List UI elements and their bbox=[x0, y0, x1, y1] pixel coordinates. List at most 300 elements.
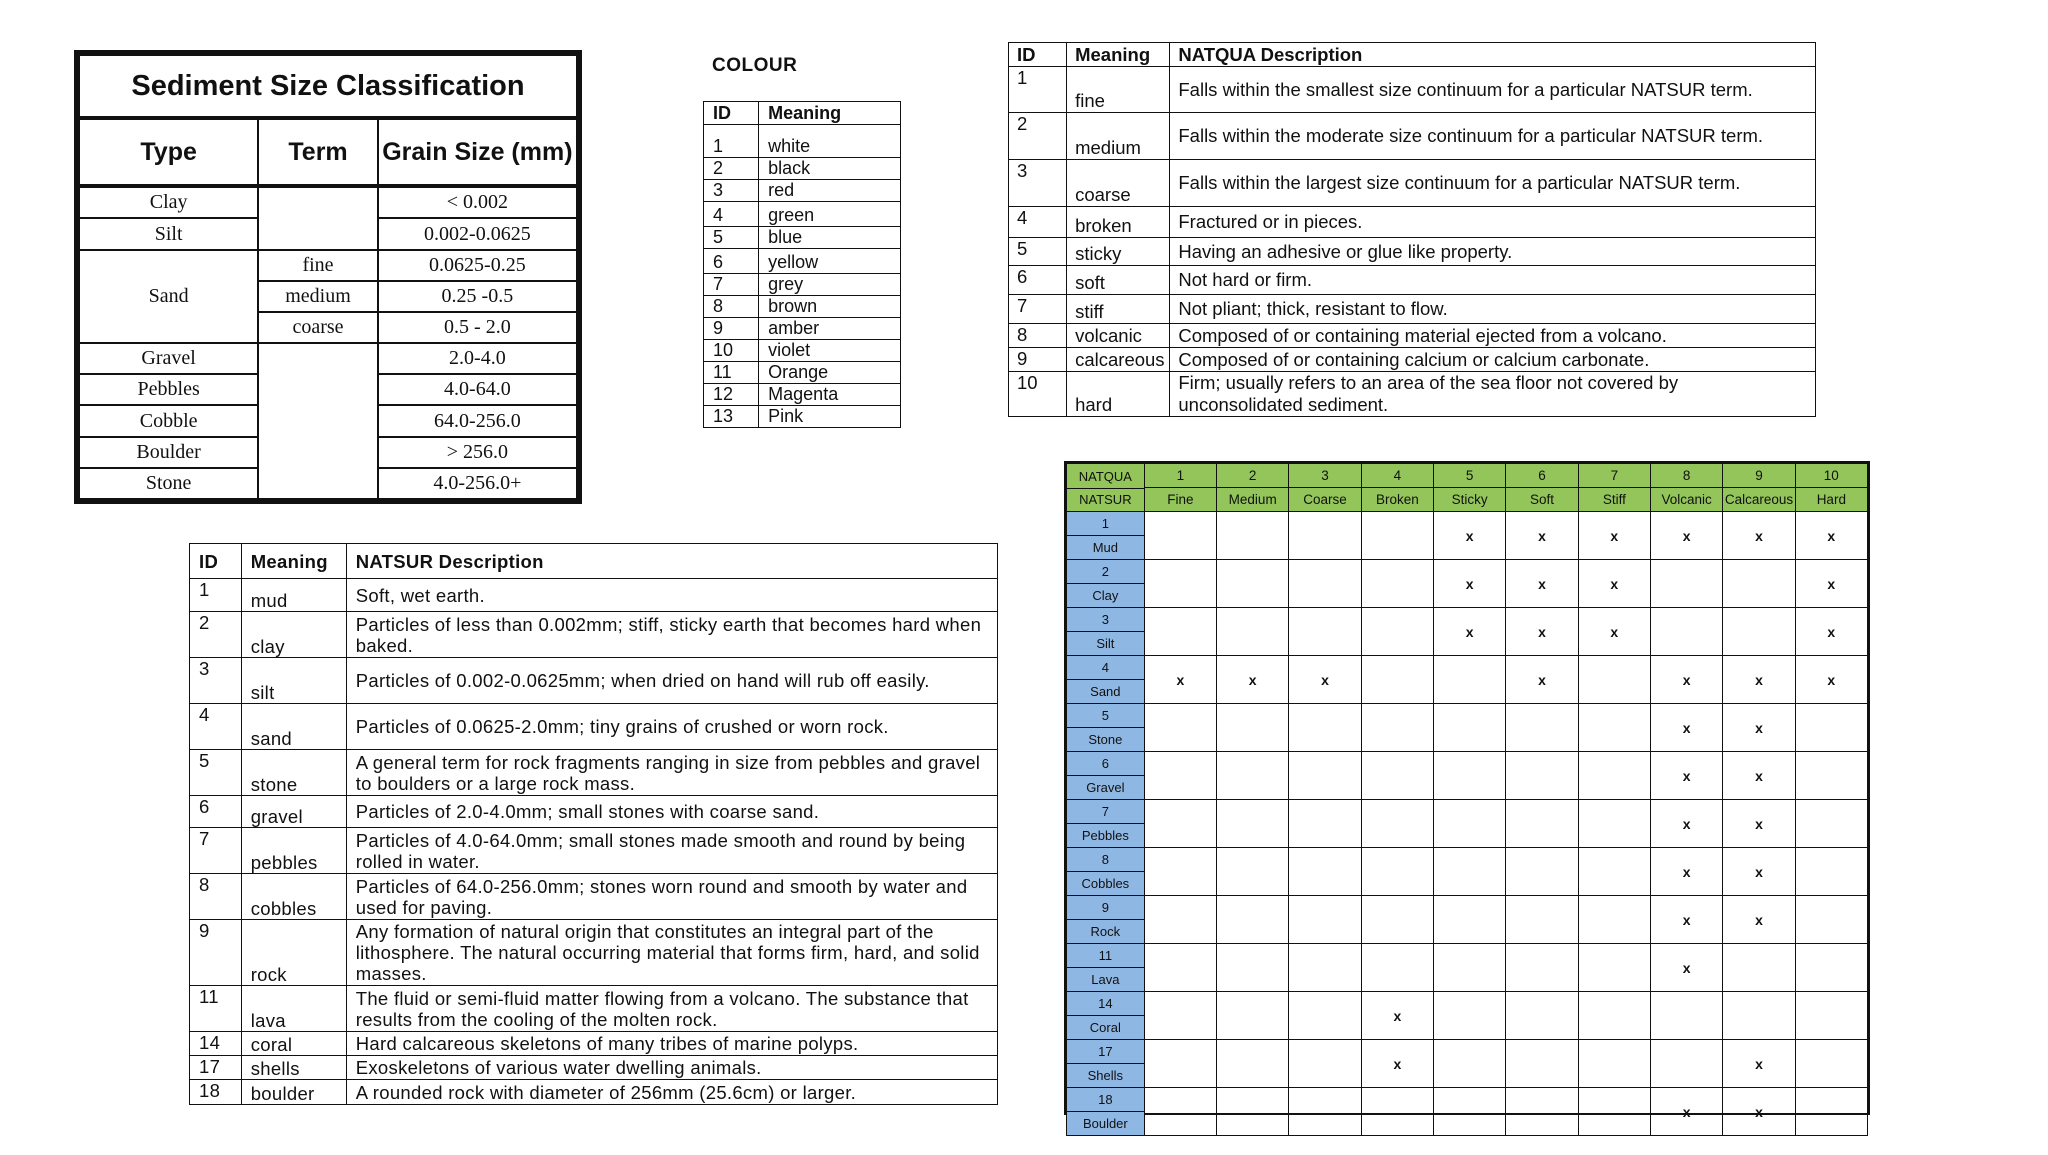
natsur-row-label: Mud bbox=[1067, 535, 1144, 559]
natsur-row-id: 2 bbox=[1101, 564, 1109, 579]
matrix-empty-cell bbox=[1217, 752, 1289, 800]
matrix-mark-cell: x bbox=[1506, 512, 1578, 560]
matrix-empty-cell bbox=[1506, 896, 1578, 944]
matrix-mark-cell: x bbox=[1217, 656, 1289, 704]
natqua-col-label: Sticky bbox=[1434, 487, 1505, 511]
natsur-description-cell: Particles of 0.002-0.0625mm; when dried on hand will rub off easily. bbox=[346, 658, 997, 704]
matrix-mark-cell: x bbox=[1578, 608, 1650, 656]
size-cell: 0.0625-0.25 bbox=[378, 250, 577, 281]
matrix-mark-cell: x bbox=[1650, 848, 1722, 896]
natsur-description-cell: Hard calcareous skeletons of many tribes of marine polyps. bbox=[346, 1032, 997, 1056]
matrix-mark-cell: x bbox=[1723, 656, 1795, 704]
natsur-meaning-cell: coral bbox=[241, 1032, 346, 1056]
natsur-row-header bbox=[1067, 848, 1145, 896]
matrix-mark-cell: x bbox=[1723, 896, 1795, 944]
table-row bbox=[1009, 67, 1816, 113]
matrix-mark-cell: x bbox=[1650, 704, 1722, 752]
sediment-size-table bbox=[74, 50, 582, 504]
matrix-col-header bbox=[1217, 464, 1289, 512]
table-row bbox=[190, 1032, 998, 1056]
table-row bbox=[704, 406, 901, 428]
matrix-empty-cell bbox=[1650, 608, 1722, 656]
matrix-row bbox=[1067, 608, 1868, 656]
natsur-natqua-matrix bbox=[1064, 461, 1870, 1131]
table-row bbox=[704, 249, 901, 274]
colour-id-cell: 5 bbox=[704, 227, 759, 249]
natqua-col-id: 1 bbox=[1176, 468, 1185, 483]
matrix-empty-cell bbox=[1144, 992, 1216, 1040]
matrix-empty-cell bbox=[1361, 896, 1433, 944]
natqua-meaning-cell: volcanic bbox=[1067, 324, 1170, 348]
matrix-mark-cell: x bbox=[1723, 512, 1795, 560]
natsur-row-label: Pebbles bbox=[1067, 823, 1144, 847]
table-row bbox=[190, 796, 998, 828]
natsur-meaning-cell: shells bbox=[241, 1056, 346, 1080]
matrix-mark-cell: x bbox=[1723, 800, 1795, 848]
table-row bbox=[190, 1056, 998, 1080]
matrix-empty-cell bbox=[1578, 656, 1650, 704]
natqua-description-cell: Falls within the smallest size continuum for a particular NATSUR term. bbox=[1170, 67, 1816, 113]
size-cell: 2.0-4.0 bbox=[378, 343, 577, 374]
matrix-empty-cell bbox=[1723, 608, 1795, 656]
natsur-row-id: 4 bbox=[1101, 660, 1109, 675]
term-cell: coarse bbox=[258, 312, 378, 343]
table-row bbox=[1009, 324, 1816, 348]
natqua-id-cell: 2 bbox=[1009, 113, 1067, 160]
term-cell: fine bbox=[258, 250, 378, 281]
matrix-empty-cell bbox=[1578, 992, 1650, 1040]
matrix-mark-cell: x bbox=[1361, 1040, 1433, 1088]
matrix-empty-cell bbox=[1217, 944, 1289, 992]
natsur-row-header bbox=[1067, 512, 1145, 560]
matrix-row bbox=[1067, 704, 1868, 752]
natsur-meaning-cell: boulder bbox=[241, 1080, 346, 1105]
matrix-empty-cell bbox=[1289, 896, 1361, 944]
matrix-empty-cell bbox=[1795, 992, 1867, 1040]
natsur-row-id: 8 bbox=[1101, 852, 1109, 867]
colour-meaning-cell: white bbox=[759, 125, 901, 158]
matrix-empty-cell bbox=[1144, 800, 1216, 848]
size-cell: 4.0-64.0 bbox=[378, 374, 577, 405]
natsur-table bbox=[189, 543, 998, 1105]
matrix-col-header bbox=[1578, 464, 1650, 512]
natqua-meaning-cell: sticky bbox=[1067, 238, 1170, 266]
table-row bbox=[190, 874, 998, 920]
term-cell bbox=[258, 343, 378, 499]
colour-meaning-cell: amber bbox=[759, 318, 901, 340]
matrix-empty-cell bbox=[1795, 752, 1867, 800]
sediment-table-title: Sediment Size Classification bbox=[79, 55, 577, 118]
natsur-row-id: 9 bbox=[1101, 900, 1109, 915]
term-cell: medium bbox=[258, 281, 378, 312]
matrix-empty-cell bbox=[1144, 752, 1216, 800]
table-row bbox=[1009, 348, 1816, 372]
matrix-mark-cell: x bbox=[1650, 656, 1722, 704]
table-row bbox=[1009, 372, 1816, 417]
table-row bbox=[190, 579, 998, 612]
matrix-mark-cell: x bbox=[1650, 944, 1722, 992]
matrix-empty-cell bbox=[1578, 752, 1650, 800]
colour-meaning-cell: brown bbox=[759, 296, 901, 318]
matrix-empty-cell bbox=[1506, 944, 1578, 992]
matrix-empty-cell bbox=[1217, 848, 1289, 896]
matrix-empty-cell bbox=[1289, 848, 1361, 896]
type-cell: Clay bbox=[79, 186, 258, 218]
size-cell: 64.0-256.0 bbox=[378, 405, 577, 436]
matrix-empty-cell bbox=[1650, 1040, 1722, 1088]
natsur-row-id: 14 bbox=[1098, 996, 1113, 1011]
natqua-col-id: 5 bbox=[1465, 468, 1474, 483]
natsur-id-cell: 5 bbox=[190, 750, 242, 796]
colour-id-cell: 7 bbox=[704, 274, 759, 296]
matrix-empty-cell bbox=[1144, 896, 1216, 944]
matrix-empty-cell bbox=[1144, 1040, 1216, 1088]
header-id: ID bbox=[190, 544, 242, 579]
natqua-id-cell: 8 bbox=[1009, 324, 1067, 348]
matrix-mark-cell: x bbox=[1723, 752, 1795, 800]
natsur-description-cell: Particles of less than 0.002mm; stiff, sticky earth that becomes hard when baked. bbox=[346, 612, 997, 658]
matrix-mark-cell: x bbox=[1434, 512, 1506, 560]
natqua-col-id: 4 bbox=[1393, 468, 1402, 483]
colour-meaning-cell: yellow bbox=[759, 249, 901, 274]
table-row bbox=[1009, 207, 1816, 238]
colour-meaning-cell: black bbox=[759, 158, 901, 180]
header-id: ID bbox=[1009, 43, 1067, 67]
matrix-mark-cell: x bbox=[1650, 752, 1722, 800]
natqua-description-cell: Composed of or containing material ejected from a volcano. bbox=[1170, 324, 1816, 348]
term-cell bbox=[258, 186, 378, 250]
matrix-empty-cell bbox=[1434, 848, 1506, 896]
table-row bbox=[704, 227, 901, 249]
header-term: Term bbox=[258, 118, 378, 186]
table-row bbox=[79, 343, 577, 374]
header-meaning: Meaning bbox=[759, 102, 901, 125]
natsur-id-cell: 18 bbox=[190, 1080, 242, 1105]
header-meaning: Meaning bbox=[241, 544, 346, 579]
matrix-empty-cell bbox=[1795, 1040, 1867, 1088]
matrix-empty-cell bbox=[1506, 992, 1578, 1040]
matrix-row bbox=[1067, 848, 1868, 896]
size-cell: 0.5 - 2.0 bbox=[378, 312, 577, 343]
matrix-row bbox=[1067, 560, 1868, 608]
natqua-meaning-cell: calcareous bbox=[1067, 348, 1170, 372]
natqua-meaning-cell: fine bbox=[1067, 67, 1170, 113]
table-row bbox=[704, 202, 901, 227]
table-row bbox=[190, 704, 998, 750]
matrix-mark-cell: x bbox=[1795, 656, 1867, 704]
matrix-empty-cell bbox=[1144, 848, 1216, 896]
matrix-col-header bbox=[1650, 464, 1722, 512]
natsur-id-cell: 7 bbox=[190, 828, 242, 874]
matrix-empty-cell bbox=[1361, 752, 1433, 800]
matrix-empty-cell bbox=[1289, 992, 1361, 1040]
natqua-meaning-cell: medium bbox=[1067, 113, 1170, 160]
colour-id-cell: 4 bbox=[704, 202, 759, 227]
header-description: NATQUA Description bbox=[1170, 43, 1816, 67]
matrix-mark-cell: x bbox=[1650, 512, 1722, 560]
natsur-row-header bbox=[1067, 1088, 1145, 1136]
colour-id-cell: 11 bbox=[704, 362, 759, 384]
natqua-description-cell: Fractured or in pieces. bbox=[1170, 207, 1816, 238]
natqua-description-cell: Not hard or firm. bbox=[1170, 266, 1816, 295]
natsur-id-cell: 3 bbox=[190, 658, 242, 704]
type-cell: Sand bbox=[79, 250, 258, 344]
size-cell: 0.002-0.0625 bbox=[378, 218, 577, 249]
natsur-row-header bbox=[1067, 560, 1145, 608]
natsur-meaning-cell: lava bbox=[241, 986, 346, 1032]
matrix-empty-cell bbox=[1217, 800, 1289, 848]
matrix-empty-cell bbox=[1361, 512, 1433, 560]
matrix-empty-cell bbox=[1217, 608, 1289, 656]
colour-meaning-cell: violet bbox=[759, 340, 901, 362]
table-row bbox=[704, 180, 901, 202]
matrix-mark-cell: x bbox=[1650, 1088, 1722, 1136]
matrix-empty-cell bbox=[1144, 1088, 1216, 1136]
matrix-empty-cell bbox=[1506, 848, 1578, 896]
matrix-empty-cell bbox=[1361, 704, 1433, 752]
matrix-empty-cell bbox=[1217, 560, 1289, 608]
natsur-description-cell: Soft, wet earth. bbox=[346, 579, 997, 612]
type-cell: Stone bbox=[79, 468, 258, 499]
matrix-mark-cell: x bbox=[1506, 656, 1578, 704]
natqua-id-cell: 1 bbox=[1009, 67, 1067, 113]
natsur-id-cell: 4 bbox=[190, 704, 242, 750]
natsur-row-label: Gravel bbox=[1067, 775, 1144, 799]
matrix-empty-cell bbox=[1434, 992, 1506, 1040]
matrix-mark-cell: x bbox=[1578, 512, 1650, 560]
table-row bbox=[190, 612, 998, 658]
size-cell: > 256.0 bbox=[378, 437, 577, 468]
natsur-meaning-cell: gravel bbox=[241, 796, 346, 828]
matrix-col-header bbox=[1434, 464, 1506, 512]
natsur-row-label: Clay bbox=[1067, 583, 1144, 607]
natsur-row-label: Rock bbox=[1067, 919, 1144, 943]
natqua-id-cell: 9 bbox=[1009, 348, 1067, 372]
matrix-mark-cell: x bbox=[1723, 704, 1795, 752]
natqua-col-id: 3 bbox=[1321, 468, 1329, 483]
natqua-description-cell: Not pliant; thick, resistant to flow. bbox=[1170, 295, 1816, 324]
natqua-col-label: Fine bbox=[1145, 487, 1216, 511]
header-description: NATSUR Description bbox=[346, 544, 997, 579]
matrix-empty-cell bbox=[1289, 800, 1361, 848]
header-meaning: Meaning bbox=[1067, 43, 1170, 67]
matrix-mark-cell: x bbox=[1289, 656, 1361, 704]
natsur-row-header bbox=[1067, 656, 1145, 704]
natsur-description-cell: Any formation of natural origin that constitutes an integral part of the lithosphere. The natural occurring material that forms firm, hard, and solid masses. bbox=[346, 920, 997, 986]
matrix-row bbox=[1067, 1040, 1868, 1088]
natqua-meaning-cell: hard bbox=[1067, 372, 1170, 417]
natsur-row-header bbox=[1067, 800, 1145, 848]
matrix-col-header bbox=[1361, 464, 1433, 512]
natsur-id-cell: 14 bbox=[190, 1032, 242, 1056]
colour-id-cell: 12 bbox=[704, 384, 759, 406]
natsur-meaning-cell: sand bbox=[241, 704, 346, 750]
natsur-id-cell: 9 bbox=[190, 920, 242, 986]
natsur-meaning-cell: cobbles bbox=[241, 874, 346, 920]
matrix-mark-cell: x bbox=[1723, 1040, 1795, 1088]
matrix-empty-cell bbox=[1434, 944, 1506, 992]
matrix-row bbox=[1067, 800, 1868, 848]
matrix-empty-cell bbox=[1578, 1088, 1650, 1136]
table-row bbox=[1009, 113, 1816, 160]
type-cell: Cobble bbox=[79, 405, 258, 436]
natqua-id-cell: 3 bbox=[1009, 160, 1067, 207]
matrix-empty-cell bbox=[1434, 1040, 1506, 1088]
table-row bbox=[704, 296, 901, 318]
natsur-description-cell: Particles of 0.0625-2.0mm; tiny grains of crushed or worn rock. bbox=[346, 704, 997, 750]
colour-id-cell: 1 bbox=[704, 125, 759, 158]
matrix-mark-cell: x bbox=[1795, 608, 1867, 656]
matrix-empty-cell bbox=[1723, 560, 1795, 608]
matrix-empty-cell bbox=[1361, 560, 1433, 608]
natqua-meaning-cell: soft bbox=[1067, 266, 1170, 295]
natqua-col-id: 9 bbox=[1755, 468, 1763, 483]
natqua-col-label: Coarse bbox=[1289, 487, 1360, 511]
matrix-empty-cell bbox=[1144, 608, 1216, 656]
natsur-id-cell: 8 bbox=[190, 874, 242, 920]
natsur-row-header bbox=[1067, 752, 1145, 800]
matrix-empty-cell bbox=[1289, 704, 1361, 752]
matrix-empty-cell bbox=[1795, 896, 1867, 944]
colour-id-cell: 8 bbox=[704, 296, 759, 318]
matrix-empty-cell bbox=[1217, 992, 1289, 1040]
natsur-row-header bbox=[1067, 1040, 1145, 1088]
natsur-row-label: Shells bbox=[1067, 1063, 1144, 1087]
natsur-row-label: Lava bbox=[1067, 967, 1144, 991]
colour-meaning-cell: blue bbox=[759, 227, 901, 249]
size-cell: 4.0-256.0+ bbox=[378, 468, 577, 499]
matrix-col-header bbox=[1506, 464, 1578, 512]
matrix-row bbox=[1067, 752, 1868, 800]
matrix-row bbox=[1067, 512, 1868, 560]
matrix-mark-cell: x bbox=[1795, 560, 1867, 608]
table-row bbox=[190, 1080, 998, 1105]
colour-id-cell: 3 bbox=[704, 180, 759, 202]
matrix-mark-cell: x bbox=[1506, 608, 1578, 656]
natsur-description-cell: A general term for rock fragments ranging in size from pebbles and gravel to boulders or a large rock mass. bbox=[346, 750, 997, 796]
matrix-empty-cell bbox=[1578, 1040, 1650, 1088]
matrix-empty-cell bbox=[1289, 1040, 1361, 1088]
table-row bbox=[190, 658, 998, 704]
type-cell: Gravel bbox=[79, 343, 258, 374]
size-cell: 0.25 -0.5 bbox=[378, 281, 577, 312]
natsur-row-header bbox=[1067, 704, 1145, 752]
corner-natqua: NATQUA bbox=[1078, 468, 1132, 484]
colour-table bbox=[703, 101, 901, 428]
matrix-empty-cell bbox=[1217, 1040, 1289, 1088]
size-cell: < 0.002 bbox=[378, 186, 577, 218]
natqua-col-label: Medium bbox=[1217, 487, 1288, 511]
natsur-description-cell: A rounded rock with diameter of 256mm (25.6cm) or larger. bbox=[346, 1080, 997, 1105]
natsur-row-id: 7 bbox=[1101, 804, 1109, 819]
natsur-meaning-cell: clay bbox=[241, 612, 346, 658]
table-row bbox=[704, 362, 901, 384]
matrix-row bbox=[1067, 656, 1868, 704]
matrix-row bbox=[1067, 944, 1868, 992]
type-cell: Pebbles bbox=[79, 374, 258, 405]
header-type: Type bbox=[79, 118, 258, 186]
matrix-empty-cell bbox=[1289, 608, 1361, 656]
matrix-empty-cell bbox=[1506, 752, 1578, 800]
natsur-description-cell: Particles of 2.0-4.0mm; small stones with coarse sand. bbox=[346, 796, 997, 828]
matrix-empty-cell bbox=[1361, 608, 1433, 656]
natqua-id-cell: 10 bbox=[1009, 372, 1067, 417]
natqua-col-id: 6 bbox=[1538, 468, 1546, 483]
matrix-empty-cell bbox=[1723, 992, 1795, 1040]
matrix-empty-cell bbox=[1578, 896, 1650, 944]
matrix-empty-cell bbox=[1723, 944, 1795, 992]
natsur-meaning-cell: rock bbox=[241, 920, 346, 986]
corner-natsur: NATSUR bbox=[1067, 488, 1144, 511]
natsur-row-id: 1 bbox=[1101, 516, 1109, 531]
matrix-empty-cell bbox=[1289, 752, 1361, 800]
natqua-description-cell: Composed of or containing calcium or calcium carbonate. bbox=[1170, 348, 1816, 372]
matrix-empty-cell bbox=[1434, 800, 1506, 848]
natsur-meaning-cell: mud bbox=[241, 579, 346, 612]
natqua-col-label: Hard bbox=[1796, 487, 1867, 511]
natsur-id-cell: 17 bbox=[190, 1056, 242, 1080]
matrix-empty-cell bbox=[1578, 944, 1650, 992]
natsur-meaning-cell: silt bbox=[241, 658, 346, 704]
natqua-col-label: Stiff bbox=[1579, 487, 1650, 511]
matrix-mark-cell: x bbox=[1434, 608, 1506, 656]
matrix-empty-cell bbox=[1578, 800, 1650, 848]
natsur-row-header bbox=[1067, 992, 1145, 1040]
natqua-col-label: Calcareous bbox=[1723, 487, 1794, 511]
natqua-description-cell: Having an adhesive or glue like property. bbox=[1170, 238, 1816, 266]
colour-meaning-cell: green bbox=[759, 202, 901, 227]
table-row bbox=[1009, 295, 1816, 324]
matrix-empty-cell bbox=[1361, 944, 1433, 992]
natqua-col-id: 10 bbox=[1823, 468, 1839, 483]
matrix-empty-cell bbox=[1361, 1088, 1433, 1136]
matrix-empty-cell bbox=[1144, 944, 1216, 992]
matrix-col-header bbox=[1289, 464, 1361, 512]
natqua-description-cell: Falls within the largest size continuum for a particular NATSUR term. bbox=[1170, 160, 1816, 207]
matrix-empty-cell bbox=[1361, 848, 1433, 896]
matrix-row bbox=[1067, 896, 1868, 944]
colour-meaning-cell: grey bbox=[759, 274, 901, 296]
natqua-description-cell: Falls within the moderate size continuum for a particular NATSUR term. bbox=[1170, 113, 1816, 160]
matrix-empty-cell bbox=[1795, 704, 1867, 752]
natqua-id-cell: 7 bbox=[1009, 295, 1067, 324]
natsur-row-label: Cobbles bbox=[1067, 871, 1144, 895]
natsur-id-cell: 11 bbox=[190, 986, 242, 1032]
natsur-row-label: Stone bbox=[1067, 727, 1144, 751]
type-cell: Boulder bbox=[79, 437, 258, 468]
natqua-col-label: Broken bbox=[1362, 487, 1433, 511]
natqua-col-id: 7 bbox=[1610, 468, 1619, 483]
matrix-empty-cell bbox=[1650, 560, 1722, 608]
matrix-empty-cell bbox=[1289, 512, 1361, 560]
matrix-empty-cell bbox=[1434, 1088, 1506, 1136]
natqua-col-id: 2 bbox=[1248, 468, 1257, 483]
matrix-corner bbox=[1067, 464, 1145, 512]
colour-meaning-cell: red bbox=[759, 180, 901, 202]
matrix-empty-cell bbox=[1289, 944, 1361, 992]
natsur-row-header bbox=[1067, 608, 1145, 656]
natsur-row-header bbox=[1067, 944, 1145, 992]
natsur-row-id: 3 bbox=[1101, 612, 1109, 627]
matrix-mark-cell: x bbox=[1506, 560, 1578, 608]
colour-id-cell: 2 bbox=[704, 158, 759, 180]
type-cell: Silt bbox=[79, 218, 258, 249]
natsur-id-cell: 6 bbox=[190, 796, 242, 828]
table-row bbox=[190, 986, 998, 1032]
header-id: ID bbox=[704, 102, 759, 125]
table-row bbox=[79, 250, 577, 281]
matrix-empty-cell bbox=[1434, 752, 1506, 800]
